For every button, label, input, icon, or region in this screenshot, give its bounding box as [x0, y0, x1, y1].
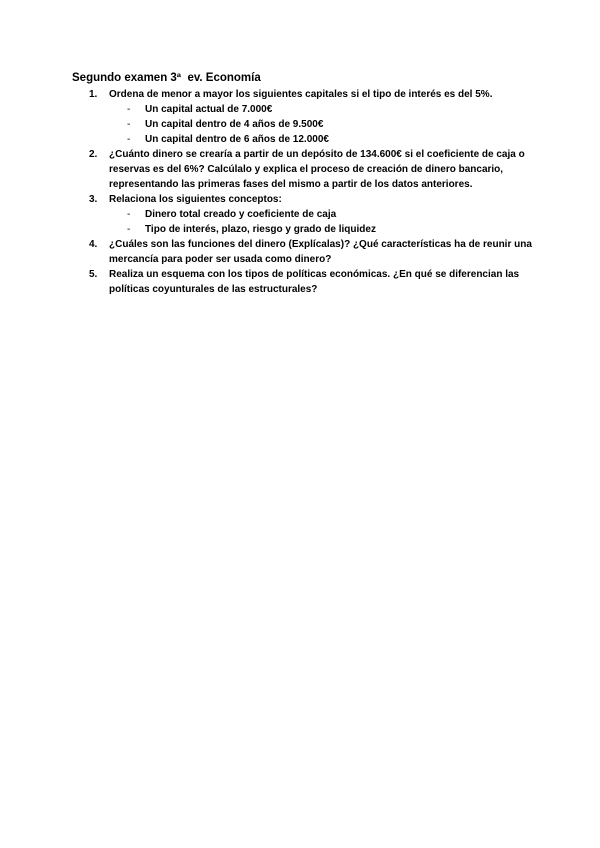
- question-1: [72, 87, 532, 147]
- question-4: [72, 237, 532, 267]
- question-number: 4.: [89, 239, 98, 250]
- list-item: [109, 222, 532, 237]
- list-item-text: Dinero total creado y coeficiente de caja: [145, 209, 337, 220]
- dash-bullet: -: [127, 134, 131, 145]
- question-5: [72, 267, 532, 297]
- exam-title: Segundo examen 3ª ev. Economía: [72, 72, 261, 84]
- dash-bullet: -: [127, 104, 131, 115]
- question-3-items: [109, 207, 532, 237]
- question-number: 1.: [89, 89, 98, 100]
- dash-bullet: -: [127, 119, 131, 130]
- question-number: 5.: [89, 269, 98, 280]
- question-2: [72, 147, 532, 192]
- question-text: Ordena de menor a mayor los siguientes capitales si el tipo de interés es del 5%.: [109, 89, 493, 100]
- list-item-text: Tipo de interés, plazo, riesgo y grado de liquidez: [145, 224, 376, 235]
- list-item: [109, 207, 532, 222]
- list-item: [109, 102, 532, 117]
- question-3: [72, 192, 532, 237]
- list-item-text: Un capital dentro de 6 años de 12.000€: [145, 134, 329, 145]
- question-text: Realiza un esquema con los tipos de políticas económicas. ¿En qué se diferencian las políticas coyunturales de las estructurales?: [109, 269, 520, 295]
- dash-bullet: -: [127, 209, 131, 220]
- list-item: [109, 117, 532, 132]
- question-number: 2.: [89, 149, 98, 160]
- list-item-text: Un capital actual de 7.000€: [145, 104, 273, 115]
- list-item: [109, 132, 532, 147]
- question-1-items: [109, 102, 532, 147]
- question-text: ¿Cuáles son las funciones del dinero (Explícalas)? ¿Qué características ha de reunir una mercancía para poder ser usada como dinero?: [109, 239, 532, 265]
- question-text: ¿Cuánto dinero se crearía a partir de un depósito de 134.600€ si el coeficiente de caja o reservas es del 6%? Calcúlalo y explica el proceso de creación de dinero bancario, representando las primeras fases del mismo a partir de los datos anteriores.: [109, 149, 525, 190]
- dash-bullet: -: [127, 224, 131, 235]
- question-text: Relaciona los siguientes conceptos:: [109, 194, 282, 205]
- question-list: [72, 87, 532, 297]
- question-number: 3.: [89, 194, 98, 205]
- list-item-text: Un capital dentro de 4 años de 9.500€: [145, 119, 324, 130]
